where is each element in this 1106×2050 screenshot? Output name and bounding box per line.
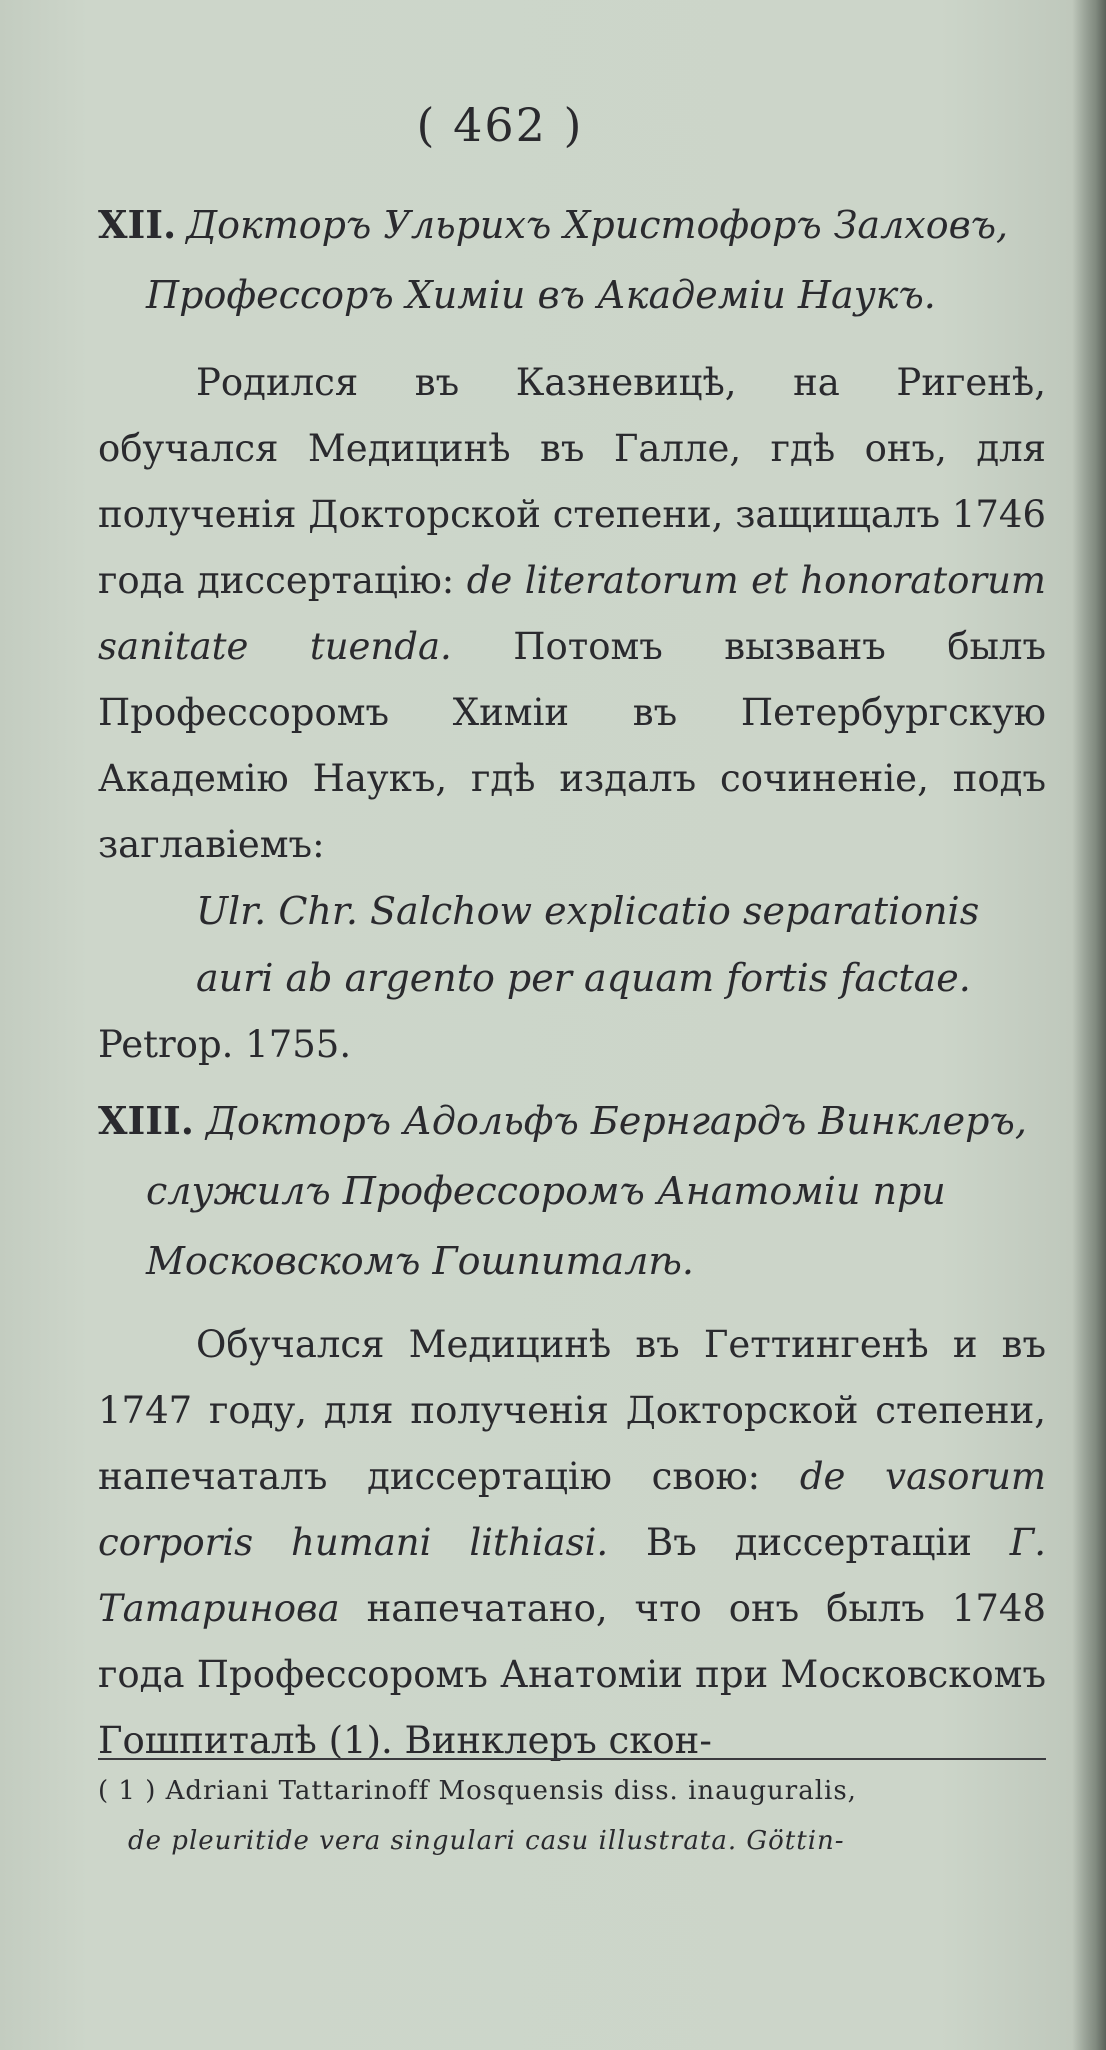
entry-xii-latin-title: de literatorum et honoratorum sanitate tuenda.	[98, 559, 1046, 668]
entry-xii-text1: Родился въ Казневицѣ, на Ригенѣ, обучался Медицинѣ въ Галле, гдѣ онъ, для полученія Докторской степени, защищалъ 1746 года диссертацію:	[98, 361, 1046, 602]
entry-xii-bibliography	[98, 878, 1046, 1012]
entry-xii-heading	[98, 190, 1046, 330]
page-number: ( 462 )	[416, 98, 584, 152]
entry-xii-text2: Потомъ вызванъ былъ Профессоромъ Химіи въ Петербургскую Академію Наукъ, гдѣ издалъ сочиненіе, подъ заглавіемъ:	[98, 625, 1046, 866]
entry-xii-number: XII.	[98, 202, 177, 247]
entry-xii-paragraph	[98, 350, 1046, 878]
footnote-line1: ( 1 ) Adriani Tattarinoff Mosquensis diss. inauguralis,	[98, 1776, 857, 1806]
entry-xii-title-line2: Профессоръ Химіи въ Академіи Наукъ.	[146, 273, 936, 317]
entry-xiii-title-line1: Докторъ Адольфъ Бернгардъ Винклеръ,	[206, 1099, 1027, 1143]
entry-xiii-paragraph	[98, 1312, 1046, 1774]
page-edge-shadow	[1072, 0, 1106, 2050]
footnote	[98, 1766, 1058, 1866]
footnote-line2: de pleuritide vera singulari casu illustrata. Göttin-	[128, 1826, 845, 1856]
entry-xiii-text1: Обучался Медицинѣ въ Геттингенѣ и въ 1747 году, для полученія Докторской степени, напечаталъ диссертацію свою:	[98, 1323, 1046, 1498]
entry-xii-title-line1: Докторъ Ульрихъ Христофоръ Залховъ,	[186, 203, 1009, 247]
footnote-divider	[98, 1758, 1046, 1760]
entry-xiii-heading	[98, 1086, 1046, 1296]
page-body	[98, 190, 1046, 1774]
entry-xiii-title-line2: служилъ Профессоромъ Анатоміи при	[146, 1169, 946, 1213]
entry-xiii-text3: напечатано, что онъ былъ 1748 года Профессоромъ Анатоміи при Московскомъ Гошпиталѣ (1). Винклеръ скон-	[98, 1587, 1047, 1762]
entry-xiii-number: XIII.	[98, 1098, 195, 1143]
entry-xiii-latin-title: de vasorum corporis humani lithiasi.	[98, 1455, 1046, 1564]
entry-xiii-title-line3: Московскомъ Гошпиталѣ.	[146, 1239, 694, 1283]
entry-xii-biblio-place: Petrop. 1755.	[98, 1023, 352, 1066]
entry-xiii-text2: Въ диссертаціи	[646, 1521, 972, 1564]
entry-xii-biblio-place-line	[98, 1012, 1046, 1078]
entry-xiii-name: Г. Татаринова	[98, 1521, 1047, 1630]
entry-xii-biblio-latin: Ulr. Chr. Salchow explicatio separationis auri ab argento per aquam fortis factae.	[196, 889, 980, 1000]
